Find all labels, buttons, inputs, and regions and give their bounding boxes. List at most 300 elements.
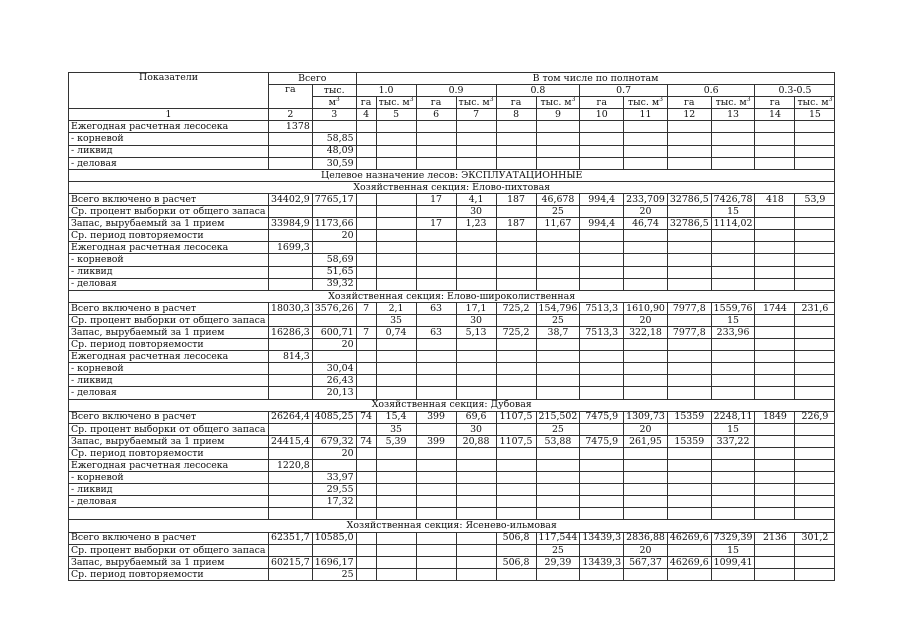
table-cell	[711, 375, 755, 387]
section-title: Хозяйственная секция: Дубовая	[69, 399, 835, 411]
table-cell	[416, 508, 456, 520]
table-cell	[624, 133, 668, 145]
table-cell	[580, 242, 624, 254]
table-cell	[416, 145, 456, 157]
table-cell: 20	[624, 206, 668, 218]
table-cell: 63	[416, 326, 456, 338]
table-cell	[711, 157, 755, 169]
table-cell	[376, 193, 416, 205]
table-row	[69, 157, 835, 169]
table-cell: 7977,8	[667, 326, 711, 338]
table-cell	[755, 460, 795, 472]
table-cell: 1107,5	[496, 435, 536, 447]
row-label: Ср. период повторяемости	[69, 339, 269, 351]
table-cell	[795, 266, 835, 278]
table-cell	[269, 314, 313, 326]
table-cell	[667, 472, 711, 484]
table-cell: 32786,5	[667, 193, 711, 205]
section-title: Хозяйственная секция: Ясенево-ильмовая	[69, 520, 835, 532]
table-cell	[580, 206, 624, 218]
table-cell	[376, 508, 416, 520]
table-cell	[312, 508, 356, 520]
table-cell	[667, 351, 711, 363]
header-total-m3: $м^3$	[312, 97, 356, 109]
table-cell: 17,1	[456, 302, 496, 314]
row-label: Ср. период повторяемости	[69, 447, 269, 459]
table-cell	[580, 157, 624, 169]
table-cell	[456, 496, 496, 508]
table-cell	[536, 496, 580, 508]
table-cell	[312, 242, 356, 254]
table-cell	[755, 326, 795, 338]
table-cell	[496, 242, 536, 254]
table-cell	[536, 278, 580, 290]
table-cell	[356, 375, 376, 387]
table-cell	[416, 556, 456, 568]
table-row	[69, 121, 835, 133]
table-cell	[356, 121, 376, 133]
table-cell	[312, 206, 356, 218]
table-cell	[755, 266, 795, 278]
table-cell: 33984,9	[269, 218, 313, 230]
table-cell: 215,502	[536, 411, 580, 423]
table-cell	[667, 544, 711, 556]
table-cell	[795, 314, 835, 326]
header-total-ha: га	[269, 85, 313, 109]
section-title: Хозяйственная секция: Елово-пихтовая	[69, 181, 835, 193]
table-cell	[580, 568, 624, 580]
table-cell	[755, 423, 795, 435]
table-cell	[416, 460, 456, 472]
table-cell	[795, 544, 835, 556]
header-density-m3: тыс. $м^3$	[711, 97, 755, 109]
row-label: - деловая	[69, 496, 269, 508]
table-cell	[667, 254, 711, 266]
table-cell	[376, 230, 416, 242]
table-cell	[795, 278, 835, 290]
table-cell	[376, 460, 416, 472]
table-cell	[711, 363, 755, 375]
table-cell	[536, 230, 580, 242]
table-cell	[755, 568, 795, 580]
table-cell	[667, 230, 711, 242]
table-cell: 154,796	[536, 302, 580, 314]
section-header-row	[69, 399, 835, 411]
table-cell	[536, 351, 580, 363]
table-cell	[667, 157, 711, 169]
table-cell	[456, 508, 496, 520]
table-cell	[269, 278, 313, 290]
table-cell	[356, 206, 376, 218]
forest-calculation-table	[68, 72, 835, 581]
row-label: Всего включено в расчет	[69, 302, 269, 314]
table-row	[69, 218, 835, 230]
table-cell	[496, 423, 536, 435]
table-cell	[376, 206, 416, 218]
table-cell: 58,69	[312, 254, 356, 266]
table-cell: 20	[312, 447, 356, 459]
table-cell	[795, 435, 835, 447]
table-row	[69, 375, 835, 387]
table-cell	[580, 339, 624, 351]
table-cell	[580, 460, 624, 472]
table-cell: 25	[536, 423, 580, 435]
table-cell: 13439,3	[580, 532, 624, 544]
table-cell: 1696,17	[312, 556, 356, 568]
section-header-row	[69, 169, 835, 181]
table-cell: 48,09	[312, 145, 356, 157]
table-cell	[356, 363, 376, 375]
table-cell	[536, 387, 580, 399]
table-cell	[536, 145, 580, 157]
table-cell	[269, 508, 313, 520]
table-row	[69, 230, 835, 242]
table-cell	[580, 314, 624, 326]
table-cell	[356, 145, 376, 157]
row-label: - деловая	[69, 387, 269, 399]
table-cell	[536, 460, 580, 472]
table-cell	[795, 568, 835, 580]
table-row	[69, 472, 835, 484]
table-cell	[416, 230, 456, 242]
table-cell: 2248,11	[711, 411, 755, 423]
table-cell	[795, 460, 835, 472]
table-cell	[624, 121, 668, 133]
table-row	[69, 435, 835, 447]
table-cell	[755, 145, 795, 157]
table-cell	[356, 496, 376, 508]
row-label: Ежегодная расчетная лесосека	[69, 351, 269, 363]
table-cell	[496, 496, 536, 508]
column-number: 5	[376, 109, 416, 121]
table-cell	[624, 278, 668, 290]
table-cell	[416, 544, 456, 556]
table-cell	[496, 568, 536, 580]
table-cell: 3576,26	[312, 302, 356, 314]
table-cell	[496, 121, 536, 133]
table-cell	[456, 230, 496, 242]
row-label: - ликвид	[69, 266, 269, 278]
table-cell	[456, 254, 496, 266]
table-cell	[667, 496, 711, 508]
table-cell	[795, 133, 835, 145]
header-density-ha: га	[580, 97, 624, 109]
table-cell	[269, 484, 313, 496]
table-cell: 261,95	[624, 435, 668, 447]
table-cell: 187	[496, 193, 536, 205]
table-cell	[580, 351, 624, 363]
row-label: Ср. процент выборки от общего запаса	[69, 314, 269, 326]
table-cell: 814,3	[269, 351, 313, 363]
table-cell	[376, 387, 416, 399]
table-cell	[496, 447, 536, 459]
header-density-4: 0.7	[580, 85, 668, 97]
table-cell	[269, 206, 313, 218]
table-cell	[755, 556, 795, 568]
table-cell	[269, 230, 313, 242]
table-cell: 51,65	[312, 266, 356, 278]
table-cell: 35	[376, 314, 416, 326]
table-cell: 69,6	[456, 411, 496, 423]
table-cell	[667, 484, 711, 496]
table-cell	[456, 556, 496, 568]
table-cell	[496, 508, 536, 520]
table-cell: 226,9	[795, 411, 835, 423]
table-cell	[456, 387, 496, 399]
table-cell: 30	[456, 206, 496, 218]
table-cell	[376, 556, 416, 568]
table-cell	[624, 460, 668, 472]
table-cell	[580, 544, 624, 556]
table-cell	[496, 133, 536, 145]
table-cell	[667, 568, 711, 580]
table-cell: 25	[536, 206, 580, 218]
table-cell	[269, 363, 313, 375]
table-cell: 7513,3	[580, 302, 624, 314]
table-cell	[356, 193, 376, 205]
table-row	[69, 145, 835, 157]
table-cell: 725,2	[496, 326, 536, 338]
table-cell	[795, 218, 835, 230]
table-cell	[711, 508, 755, 520]
table-cell	[356, 568, 376, 580]
table-cell	[580, 387, 624, 399]
table-cell	[376, 447, 416, 459]
table-cell	[755, 508, 795, 520]
table-cell	[356, 351, 376, 363]
table-cell	[795, 206, 835, 218]
table-cell	[496, 339, 536, 351]
table-cell	[312, 423, 356, 435]
table-cell	[667, 447, 711, 459]
table-cell: 20,13	[312, 387, 356, 399]
table-row	[69, 242, 835, 254]
table-cell: 506,8	[496, 556, 536, 568]
table-cell	[356, 460, 376, 472]
header-density-6: 0.3-0.5	[755, 85, 835, 97]
table-cell	[376, 375, 416, 387]
table-cell	[755, 339, 795, 351]
table-cell	[416, 278, 456, 290]
table-cell: 994,4	[580, 218, 624, 230]
section-title: Хозяйственная секция: Елово-широколиственная	[69, 290, 835, 302]
table-cell	[755, 544, 795, 556]
table-cell: 567,37	[624, 556, 668, 568]
table-cell: 301,2	[795, 532, 835, 544]
table-cell	[376, 278, 416, 290]
table-cell	[456, 133, 496, 145]
table-cell	[795, 472, 835, 484]
table-cell: 418	[755, 193, 795, 205]
table-cell	[536, 242, 580, 254]
table-cell: 1114,02	[711, 218, 755, 230]
table-cell: 33,97	[312, 472, 356, 484]
table-cell	[755, 278, 795, 290]
table-cell: 34402,9	[269, 193, 313, 205]
table-cell: 231,6	[795, 302, 835, 314]
table-cell	[795, 484, 835, 496]
table-cell	[416, 266, 456, 278]
table-cell: 7977,8	[667, 302, 711, 314]
table-cell	[376, 145, 416, 157]
header-density-ha: га	[667, 97, 711, 109]
table-cell	[456, 157, 496, 169]
table-cell: 15	[711, 206, 755, 218]
table-cell	[624, 447, 668, 459]
section-title: Целевое назначение лесов: ЭКСПЛУАТАЦИОННЫЕ	[69, 169, 835, 181]
table-row	[69, 544, 835, 556]
table-cell: 46269,6	[667, 532, 711, 544]
table-cell	[312, 351, 356, 363]
table-cell	[795, 556, 835, 568]
row-label: Всего включено в расчет	[69, 411, 269, 423]
table-cell	[667, 375, 711, 387]
table-cell: 1173,66	[312, 218, 356, 230]
table-cell: 1107,5	[496, 411, 536, 423]
table-cell	[580, 145, 624, 157]
table-cell	[536, 375, 580, 387]
table-cell	[496, 460, 536, 472]
table-cell	[456, 472, 496, 484]
table-cell	[456, 278, 496, 290]
header-density-m3: тыс. $м^3$	[376, 97, 416, 109]
table-cell	[416, 206, 456, 218]
table-cell	[667, 278, 711, 290]
table-cell	[356, 266, 376, 278]
table-cell	[536, 339, 580, 351]
table-row	[69, 339, 835, 351]
table-cell: 7513,3	[580, 326, 624, 338]
column-number: 8	[496, 109, 536, 121]
table-cell	[536, 484, 580, 496]
row-label: Ср. процент выборки от общего запаса	[69, 544, 269, 556]
table-cell: 1699,3	[269, 242, 313, 254]
table-row	[69, 314, 835, 326]
table-cell	[416, 387, 456, 399]
table-row	[69, 532, 835, 544]
table-row	[69, 460, 835, 472]
table-cell	[456, 532, 496, 544]
table-row	[69, 508, 835, 520]
header-density-ha: га	[496, 97, 536, 109]
table-cell	[795, 242, 835, 254]
table-cell: 11,67	[536, 218, 580, 230]
table-cell	[580, 278, 624, 290]
table-cell	[755, 314, 795, 326]
table-row	[69, 447, 835, 459]
table-cell	[580, 508, 624, 520]
table-cell	[711, 133, 755, 145]
table-cell	[795, 121, 835, 133]
table-cell	[456, 351, 496, 363]
table-cell	[667, 508, 711, 520]
table-cell: 1378	[269, 121, 313, 133]
table-cell	[496, 387, 536, 399]
table-cell	[711, 387, 755, 399]
table-cell	[711, 278, 755, 290]
table-cell	[269, 544, 313, 556]
table-cell	[376, 157, 416, 169]
table-cell	[755, 447, 795, 459]
table-cell	[580, 133, 624, 145]
table-cell	[667, 339, 711, 351]
table-row	[69, 411, 835, 423]
table-cell	[795, 351, 835, 363]
row-label: - корневой	[69, 363, 269, 375]
table-cell	[496, 351, 536, 363]
table-cell: 5,39	[376, 435, 416, 447]
row-label: - ликвид	[69, 145, 269, 157]
table-cell	[496, 544, 536, 556]
table-cell	[376, 254, 416, 266]
table-cell	[416, 423, 456, 435]
row-label: Ср. процент выборки от общего запаса	[69, 423, 269, 435]
table-cell: 17	[416, 218, 456, 230]
table-cell	[667, 121, 711, 133]
column-number: 7	[456, 109, 496, 121]
table-cell	[795, 496, 835, 508]
table-cell	[711, 230, 755, 242]
table-cell	[416, 254, 456, 266]
table-cell: 1220,8	[269, 460, 313, 472]
table-cell	[416, 157, 456, 169]
table-cell	[376, 496, 416, 508]
table-cell	[580, 254, 624, 266]
table-cell: 35	[376, 423, 416, 435]
table-row	[69, 496, 835, 508]
row-label: - корневой	[69, 472, 269, 484]
table-cell	[269, 447, 313, 459]
table-cell: 26264,4	[269, 411, 313, 423]
table-cell	[580, 447, 624, 459]
section-header-row	[69, 520, 835, 532]
table-cell: 63	[416, 302, 456, 314]
table-cell	[667, 460, 711, 472]
table-cell	[711, 266, 755, 278]
table-cell	[711, 351, 755, 363]
table-row	[69, 302, 835, 314]
table-cell	[356, 314, 376, 326]
table-cell	[356, 532, 376, 544]
table-cell	[416, 375, 456, 387]
table-cell: 1849	[755, 411, 795, 423]
column-number: 1	[69, 109, 269, 121]
row-label: Ср. процент выборки от общего запаса	[69, 206, 269, 218]
table-cell	[536, 157, 580, 169]
table-cell: 46269,6	[667, 556, 711, 568]
table-cell	[416, 496, 456, 508]
row-label: - корневой	[69, 254, 269, 266]
table-cell	[667, 133, 711, 145]
table-cell	[624, 496, 668, 508]
table-cell	[416, 568, 456, 580]
table-cell	[536, 133, 580, 145]
table-row	[69, 484, 835, 496]
table-cell	[755, 121, 795, 133]
table-cell	[356, 242, 376, 254]
table-cell	[269, 254, 313, 266]
row-label: Запас, вырубаемый за 1 прием	[69, 556, 269, 568]
table-cell	[624, 266, 668, 278]
header-density-ha: га	[416, 97, 456, 109]
row-label: - корневой	[69, 133, 269, 145]
table-cell	[624, 339, 668, 351]
table-cell	[456, 460, 496, 472]
table-cell	[624, 254, 668, 266]
column-number: 15	[795, 109, 835, 121]
table-cell	[376, 339, 416, 351]
table-cell: 15359	[667, 435, 711, 447]
